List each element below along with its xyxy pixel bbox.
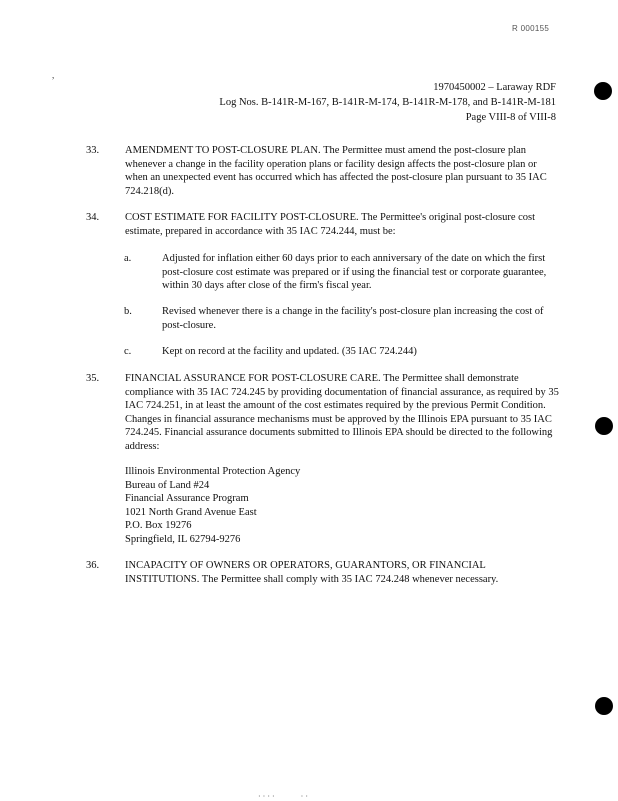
address-line: 1021 North Grand Avenue East: [125, 506, 257, 518]
mailing-address: [125, 465, 300, 546]
condition-34-subitem-c: [124, 345, 556, 359]
condition-34-subitem-b: [124, 305, 556, 332]
condition-33: [86, 144, 560, 198]
condition-34: [86, 211, 560, 238]
condition-34-subitem-a: [124, 252, 556, 293]
condition-text: INCAPACITY OF OWNERS OR OPERATORS, GUARANTORS, OR FINANCIAL INSTITUTIONS. The Permittee shall comply with 35 IAC 724.248 whenever necessary.: [125, 560, 499, 585]
condition-number: 33.: [86, 145, 100, 156]
condition-text: FINANCIAL ASSURANCE FOR POST-CLOSURE CARE. The Permittee shall demonstrate compliance with 35 IAC 724.245 by providing documentation of financial assurance, as required by 35 IAC 724.251, in at least the amount of the cost estimates required by the previous Permit Condition. Changes in financial assurance mechanisms must be approved by the Illinois EPA pursuant to 35 IAC 724.245. Financial assurance documents submitted to Illinois EPA should be directed to the following address:: [125, 373, 559, 452]
address-line: P.O. Box 19276: [125, 520, 192, 531]
address-line: Bureau of Land #24: [125, 479, 210, 491]
condition-number: 36.: [86, 560, 100, 571]
punch-hole-top: [594, 82, 612, 100]
subitem-letter: b.: [124, 306, 132, 317]
address-line: Financial Assurance Program: [125, 493, 249, 504]
scan-artifact-dots: ···· ··: [258, 792, 310, 801]
subitem-letter: c.: [124, 346, 132, 357]
subitem-text: Adjusted for inflation either 60 days prior to each anniversary of the date on which the first post-closure cost estimate was prepared or if using the financial test or corporate guarantee, within 30 days after close of the firm's fiscal year.: [162, 253, 547, 291]
address-line: Springfield, IL 62794-9276: [125, 533, 241, 545]
header-log-numbers: Log Nos. B-141R-M-167, B-141R-M-174, B-141R-M-178, and B-141R-M-181: [219, 97, 556, 108]
condition-text: AMENDMENT TO POST-CLOSURE PLAN. The Permittee must amend the post-closure plan whenever a change in the facility operation plans or facility design affects the post-closure plan or when an unexpected event has occurred which has affected the post-closure plan pursuant to 35 IAC 724.218(d).: [125, 145, 547, 197]
punch-hole-middle: [595, 417, 613, 435]
scan-speck: ,: [52, 70, 55, 80]
condition-number: 34.: [86, 212, 100, 223]
condition-text: COST ESTIMATE FOR FACILITY POST-CLOSURE. The Permittee's original post-closure cost estimate, prepared in accordance with 35 IAC 724.244, must be:: [125, 212, 536, 237]
address-line: Illinois Environmental Protection Agency: [125, 466, 301, 477]
condition-number: 35.: [86, 373, 100, 384]
header-document-id: 1970450002 – Laraway RDF: [433, 82, 556, 93]
bates-number: R 000155: [512, 24, 550, 33]
punch-hole-bottom: [595, 697, 613, 715]
subitem-letter: a.: [124, 253, 132, 264]
page-header: [116, 80, 556, 125]
subitem-text: Revised whenever there is a change in the facility's post-closure plan increasing the cost of post-closure.: [162, 306, 544, 331]
header-page-number: Page VIII-8 of VIII-8: [465, 112, 556, 123]
subitem-text: Kept on record at the facility and updated. (35 IAC 724.244): [162, 346, 417, 357]
condition-35: [86, 372, 560, 453]
condition-36: [86, 559, 560, 586]
